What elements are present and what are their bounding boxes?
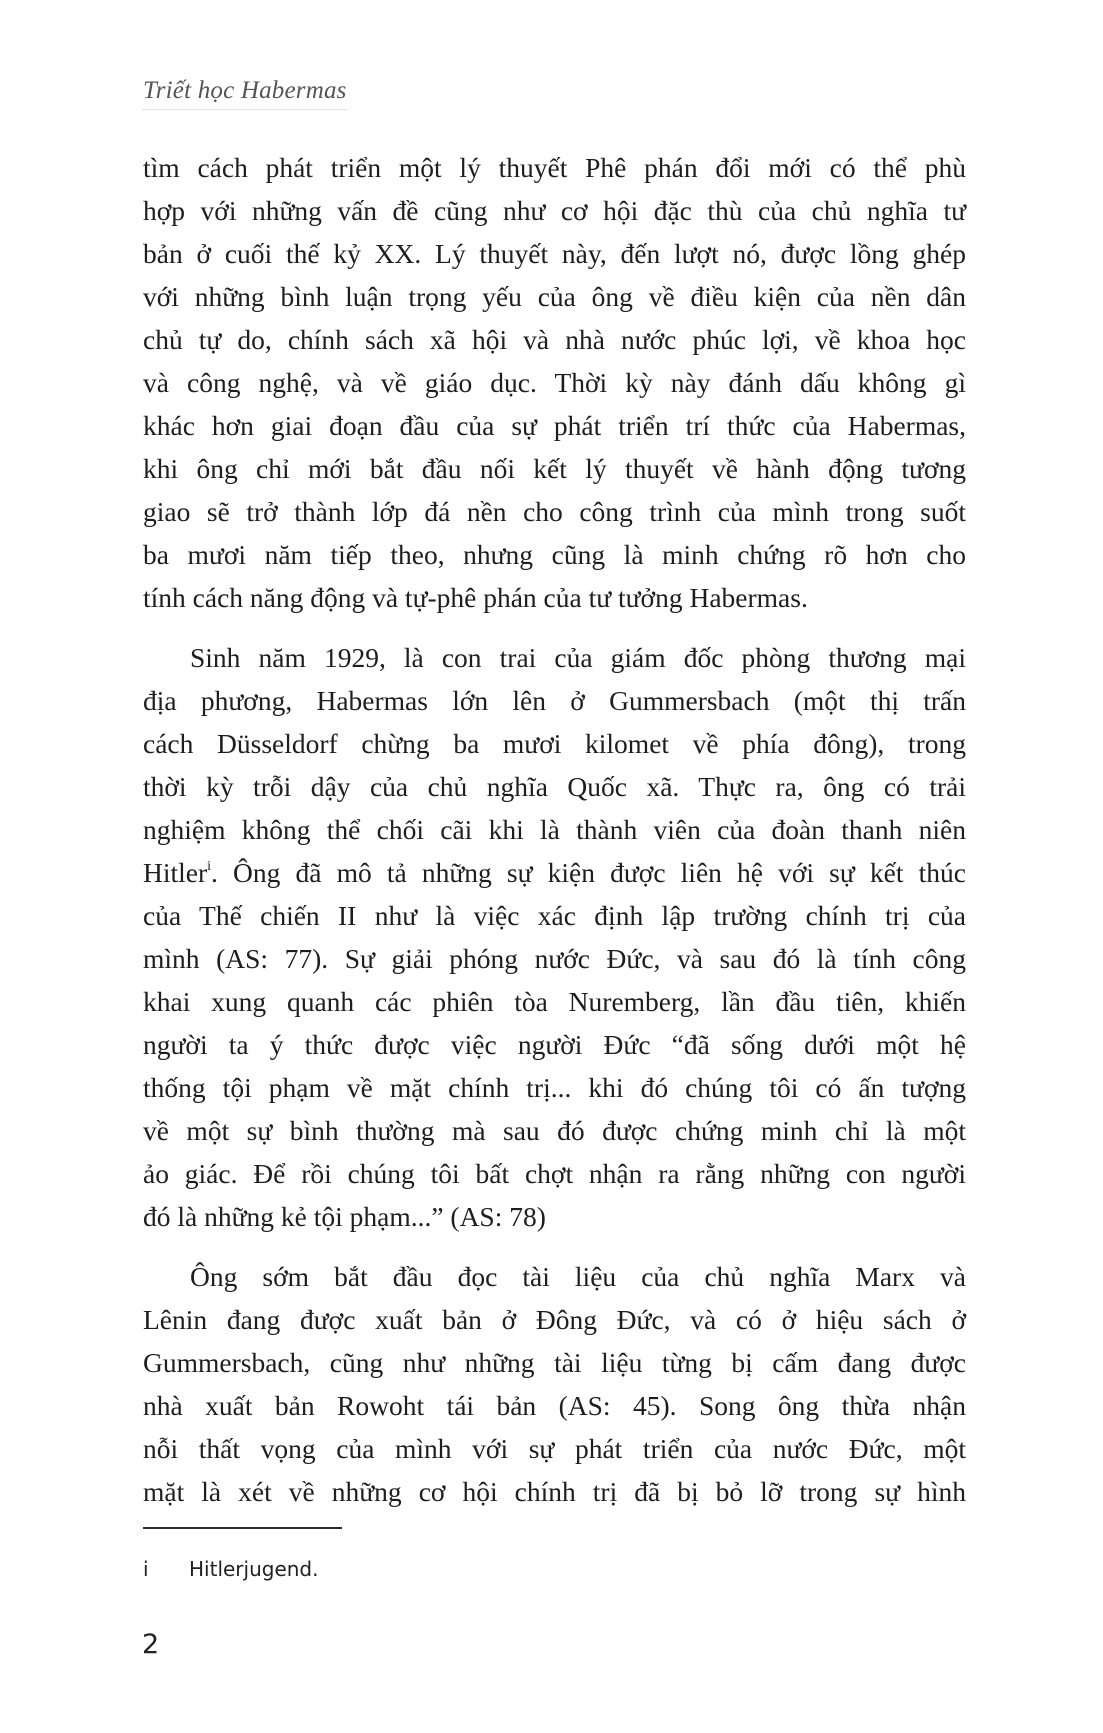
text-line: giao sẽ trở thành lớp đá nền cho công trình của mình trong suốt (143, 496, 966, 527)
text-line: ảo giác. Để rồi chúng tôi bất chợt nhận ra rằng những con người (143, 1158, 966, 1189)
text-line: Gummersbach, cũng như những tài liệu từng bị cấm đang được (143, 1347, 966, 1378)
text-line: Sinh năm 1929, là con trai của giám đốc phòng thương mại (190, 642, 966, 673)
footnote (143, 1556, 318, 1582)
text-line: người ta ý thức được việc người Đức “đã sống dưới một hệ (143, 1029, 966, 1060)
text-line: và công nghệ, và về giáo dục. Thời kỳ này đánh dấu không gì (143, 367, 966, 398)
text-line-with-footnote (143, 851, 966, 894)
text-line: hợp với những vấn đề cũng như cơ hội đặc thù của chủ nghĩa tư (143, 195, 966, 226)
text-line: thống tội phạm về mặt chính trị... khi đó chúng tôi có ấn tượng (143, 1072, 966, 1103)
running-header: Triết học Habermas (143, 73, 347, 110)
text-line: đó là những kẻ tội phạm...” (AS: 78) (143, 1201, 546, 1232)
body-text (143, 146, 966, 1530)
text-line: của Thế chiến II như là việc xác định lập trường chính trị của (143, 900, 966, 931)
text-line: với những bình luận trọng yếu của ông về điều kiện của nền dân (143, 281, 966, 312)
text-line: nghiệm không thể chối cãi khi là thành viên của đoàn thanh niên (143, 814, 966, 845)
text-line: nhà xuất bản Rowoht tái bản (AS: 45). Song ông thừa nhận (143, 1390, 966, 1421)
text-line: Lênin đang được xuất bản ở Đông Đức, và có ở hiệu sách ở (143, 1304, 966, 1335)
text-line: ba mươi năm tiếp theo, nhưng cũng là minh chứng rõ hơn cho (143, 539, 966, 570)
text-line: địa phương, Habermas lớn lên ở Gummersbach (một thị trấn (143, 685, 966, 716)
footnote-mark: i (143, 1557, 149, 1581)
text-line: về một sự bình thường mà sau đó được chứng minh chỉ là một (143, 1115, 966, 1146)
text-line: bản ở cuối thế kỷ XX. Lý thuyết này, đến lượt nó, được lồng ghép (143, 238, 966, 269)
hitler-line-rest: . Ông đã mô tả những sự kiện được liên hệ với sự kết thúc (211, 857, 966, 888)
text-line: nỗi thất vọng của mình với sự phát triển của nước Đức, một (143, 1433, 966, 1464)
footnote-divider (143, 1527, 342, 1529)
page-number: 2 (142, 1629, 160, 1660)
text-line: tính cách năng động và tự-phê phán của tư tưởng Habermas. (143, 582, 808, 613)
hitler-word: Hitler (143, 857, 208, 888)
paragraph-1 (143, 146, 966, 619)
text-line: Ông sớm bắt đầu đọc tài liệu của chủ nghĩa Marx và (190, 1261, 966, 1292)
text-line: mặt là xét về những cơ hội chính trị đã bị bỏ lỡ trong sự hình (143, 1476, 966, 1507)
text-line: mình (AS: 77). Sự giải phóng nước Đức, và sau đó là tính công (143, 943, 966, 974)
text-line: cách Düsseldorf chừng ba mươi kilomet về phía đông), trong (143, 728, 966, 759)
text-line: khi ông chỉ mới bắt đầu nối kết lý thuyết về hành động tương (143, 453, 966, 484)
paragraph-3 (143, 1255, 966, 1513)
text-line: tìm cách phát triển một lý thuyết Phê phán đổi mới có thể phù (143, 152, 966, 183)
footnote-text: Hitlerjugend. (189, 1557, 319, 1581)
text-line: khác hơn giai đoạn đầu của sự phát triển trí thức của Habermas, (143, 410, 966, 441)
footnote-reference[interactable]: i (207, 859, 212, 874)
paragraph-2 (143, 636, 966, 1238)
text-line: thời kỳ trỗi dậy của chủ nghĩa Quốc xã. Thực ra, ông có trải (143, 771, 966, 802)
text-line: khai xung quanh các phiên tòa Nuremberg, lần đầu tiên, khiến (143, 986, 966, 1017)
text-line: chủ tự do, chính sách xã hội và nhà nước phúc lợi, về khoa học (143, 324, 966, 355)
